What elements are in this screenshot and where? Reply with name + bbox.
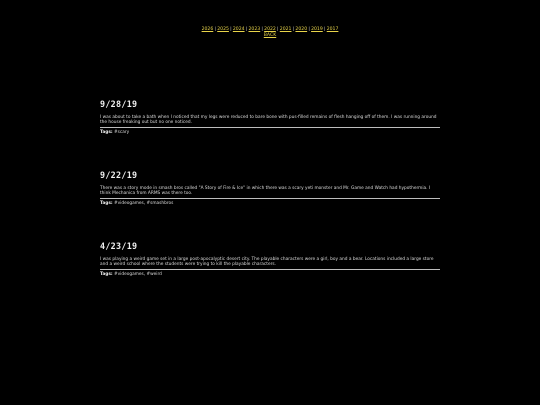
entry-text: I was about to take a bath when I noticed that my legs were reduced to bare bone with pus-filled remains of flesh hanging off of them. I was running around the house freaking out but no one noticed. [100, 115, 440, 128]
nav-separator: | [292, 27, 295, 32]
entry-date: 9/28/19 [100, 99, 138, 109]
tags-label: Tags: [100, 272, 113, 278]
entry-date: 4/23/19 [100, 241, 138, 251]
back-link[interactable]: BACK [263, 32, 277, 38]
dream-journal-entries [100, 99, 440, 312]
entry-date: 9/22/19 [100, 170, 138, 180]
nav-separator: | [230, 27, 232, 32]
year-link-2025[interactable]: 2025 [217, 27, 229, 32]
back-row [0, 33, 540, 39]
tags-label: Tags: [100, 130, 113, 136]
journal-entry [100, 241, 440, 312]
entry-text: There was a story mode in smash bros called "A Story of Fire & Ice" in which there was a scary yeti monster and Mr. Game and Watch had hypothermia. I think Mechanica from ARMS was there too. [100, 186, 440, 199]
year-link-2021[interactable]: 2021 [279, 27, 292, 32]
nav-separator: | [323, 27, 326, 32]
tags-label: Tags: [100, 201, 113, 207]
nav-separator: | [261, 27, 263, 32]
tags-list: #videogames, #smashbros [114, 201, 174, 207]
nav-separator: | [308, 27, 310, 32]
entry-text: I was playing a weird game set in a large post-apocalyptic desert city. The playable characters were a girl, boy and a bear. Locations included a large store and a weird school where the students were trying to kill the playable characters. [100, 257, 440, 270]
journal-entry [100, 99, 440, 170]
year-link-2024[interactable]: 2024 [232, 27, 245, 32]
year-link-2023[interactable]: 2023 [248, 27, 261, 32]
nav-separator: | [245, 27, 248, 32]
year-link-2020[interactable]: 2020 [295, 27, 308, 32]
year-link-2017[interactable]: 2017 [326, 27, 339, 32]
entry-tags [100, 130, 440, 135]
tags-list: #videogames, #weird [114, 272, 162, 278]
tags-list: #scary [114, 130, 130, 136]
year-link-2022[interactable]: 2022 [264, 27, 276, 32]
nav-separator: | [214, 27, 217, 32]
year-link-2019[interactable]: 2019 [311, 27, 323, 32]
nav-separator: | [277, 27, 279, 32]
entry-tags [100, 201, 440, 206]
journal-entry [100, 170, 440, 241]
year-navigation [0, 27, 540, 38]
year-link-2026[interactable]: 2026 [201, 27, 214, 32]
entry-tags [100, 272, 440, 277]
